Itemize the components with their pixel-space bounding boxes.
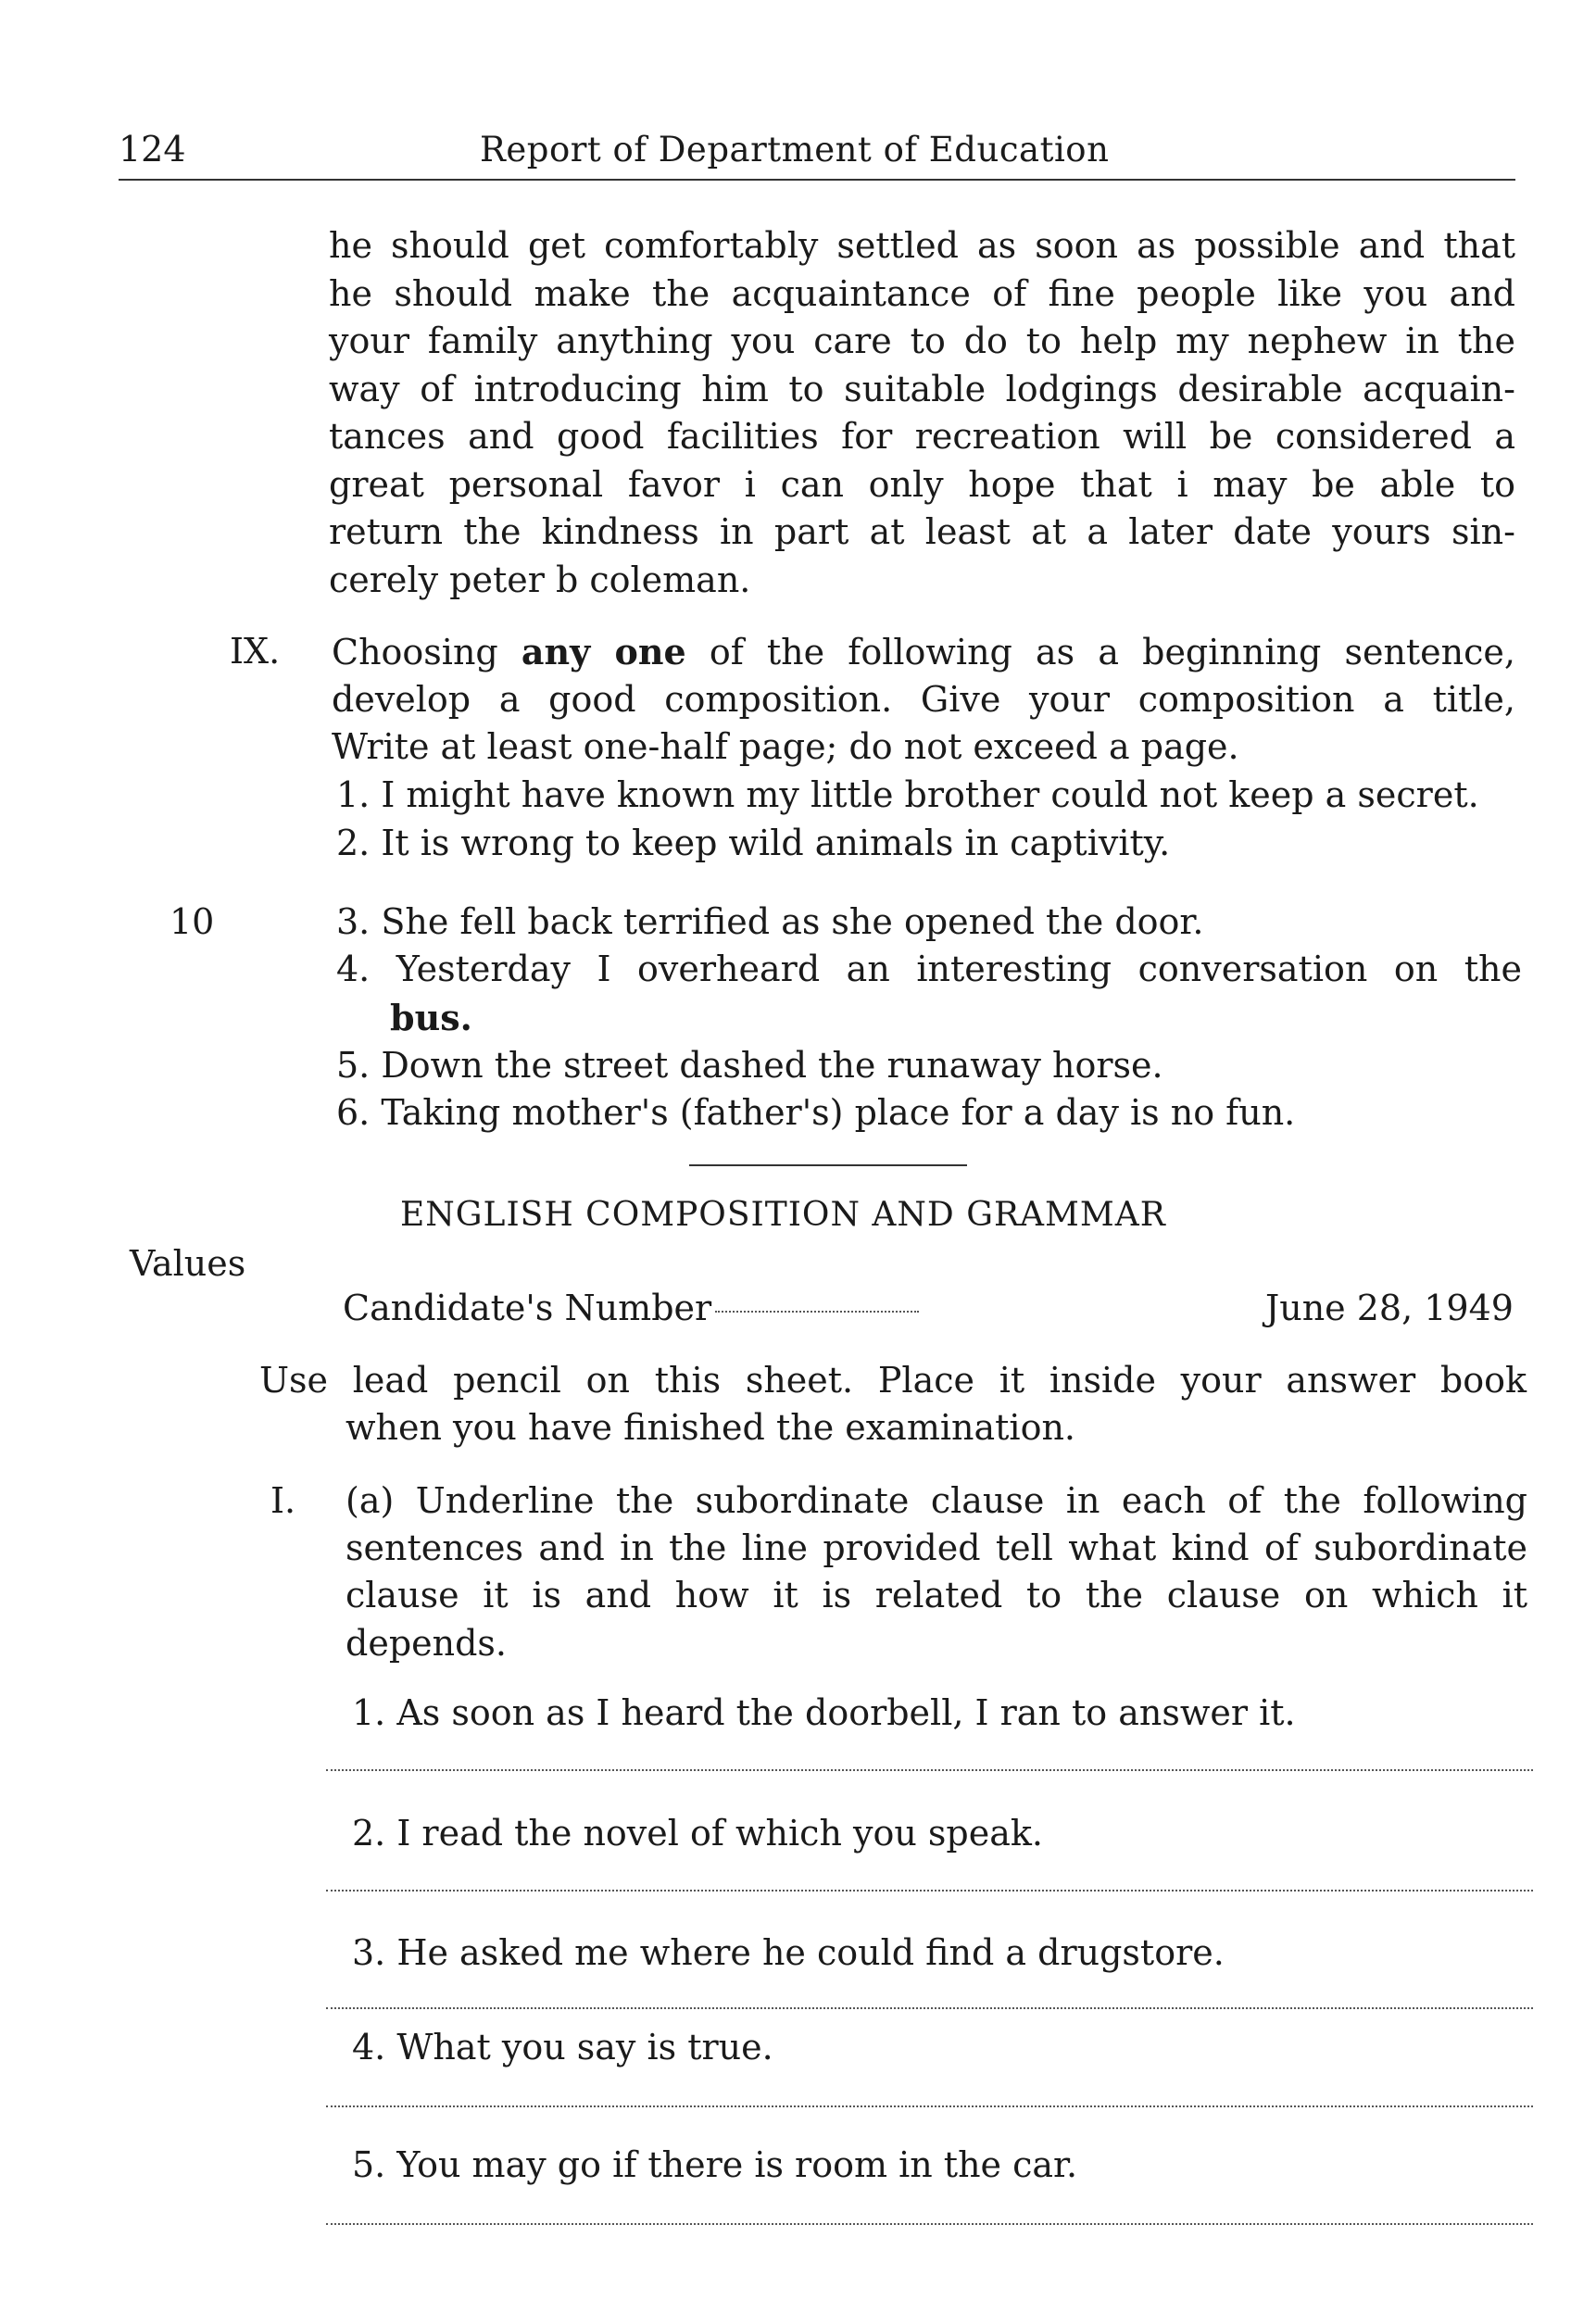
question-ix-line-1-post: of the following as a beginning sentence, [685, 632, 1515, 672]
question-i-numeral: I. [270, 1480, 296, 1521]
question-ix-value: 10 [170, 901, 215, 942]
question-ix-line-1 [332, 628, 1515, 676]
question-ix-option-6: 6. Taking mother's (father's) place for a day is no fun. [336, 1092, 1296, 1133]
question-i-sentence-1: 1. As soon as I heard the doorbell, I ran to answer it. [352, 1692, 1296, 1733]
continuation-line-4: way of introducing him to suitable lodgings desirable acquain- [329, 369, 1515, 409]
exam-date: June 28, 1949 [1265, 1288, 1514, 1328]
running-header-title: Report of Department of Education [480, 130, 1110, 170]
question-i-intro-line-1: (a) Underline the subordinate clause in each of the following [346, 1480, 1527, 1521]
continuation-line-2: he should make the acquaintance of fine people like you and [329, 273, 1515, 314]
section-separator [689, 1164, 967, 1166]
question-ix-option-5: 5. Down the street dashed the runaway horse. [336, 1045, 1163, 1086]
continuation-line-5: tances and good facilities for recreation will be considered a [329, 416, 1515, 457]
question-ix-option-4: 4. Yesterday I overheard an interesting conversation on the [336, 949, 1522, 989]
values-label: Values [130, 1243, 246, 1284]
answer-line-2[interactable] [326, 1890, 1533, 1892]
question-ix-option-3: 3. She fell back terrified as she opened the door. [336, 901, 1204, 942]
continuation-line-3: your family anything you care to do to help my nephew in the [329, 320, 1515, 361]
continuation-line-7: return the kindness in part at least at a later date yours sin- [329, 511, 1515, 552]
question-ix-line-3: Write at least one-half page; do not exceed a page. [332, 726, 1239, 767]
question-ix-option-1: 1. I might have known my little brother could not keep a secret. [336, 774, 1479, 815]
continuation-line-1: he should get comfortably settled as soon as possible and that [329, 225, 1515, 266]
question-i-sentence-2: 2. I read the novel of which you speak. [352, 1813, 1043, 1854]
continuation-line-6: great personal favor i can only hope that i may be able to [329, 464, 1515, 505]
question-i-intro-line-3: clause it is and how it is related to the clause on which it [346, 1575, 1527, 1615]
page-number: 124 [119, 129, 186, 170]
continuation-line-8: cerely peter b coleman. [329, 559, 751, 600]
answer-line-5[interactable] [326, 2223, 1533, 2225]
question-i-intro-line-2: sentences and in the line provided tell what kind of subordinate [346, 1527, 1527, 1568]
answer-line-1[interactable] [326, 1769, 1533, 1771]
candidate-number-label [343, 1285, 919, 1332]
question-ix-numeral: IX. [230, 631, 281, 672]
candidate-number-text: Candidate's Number [343, 1288, 712, 1328]
question-i-sentence-4: 4. What you say is true. [352, 2027, 773, 2067]
question-ix-option-4-cont: bus. [390, 997, 472, 1038]
question-ix-emphasis: any one [521, 631, 686, 672]
instructions-line-2: when you have finished the examination. [346, 1407, 1075, 1448]
instructions-line-1: Use lead pencil on this sheet. Place it inside your answer book [259, 1360, 1527, 1401]
answer-line-4[interactable] [326, 2105, 1533, 2107]
answer-line-3[interactable] [326, 2007, 1533, 2009]
header-rule [119, 179, 1515, 181]
section-title: ENGLISH COMPOSITION AND GRAMMAR [400, 1196, 1166, 1234]
question-ix-line-2: develop a good composition. Give your composition a title, [332, 679, 1515, 720]
question-i-intro-line-4: depends. [346, 1623, 508, 1664]
candidate-number-blank[interactable] [715, 1311, 919, 1313]
question-ix-option-2: 2. It is wrong to keep wild animals in captivity. [336, 823, 1171, 863]
question-i-sentence-5: 5. You may go if there is room in the car. [352, 2144, 1078, 2185]
question-ix-line-1-pre: Choosing [332, 632, 522, 672]
question-i-sentence-3: 3. He asked me where he could find a drugstore. [352, 1932, 1225, 1973]
